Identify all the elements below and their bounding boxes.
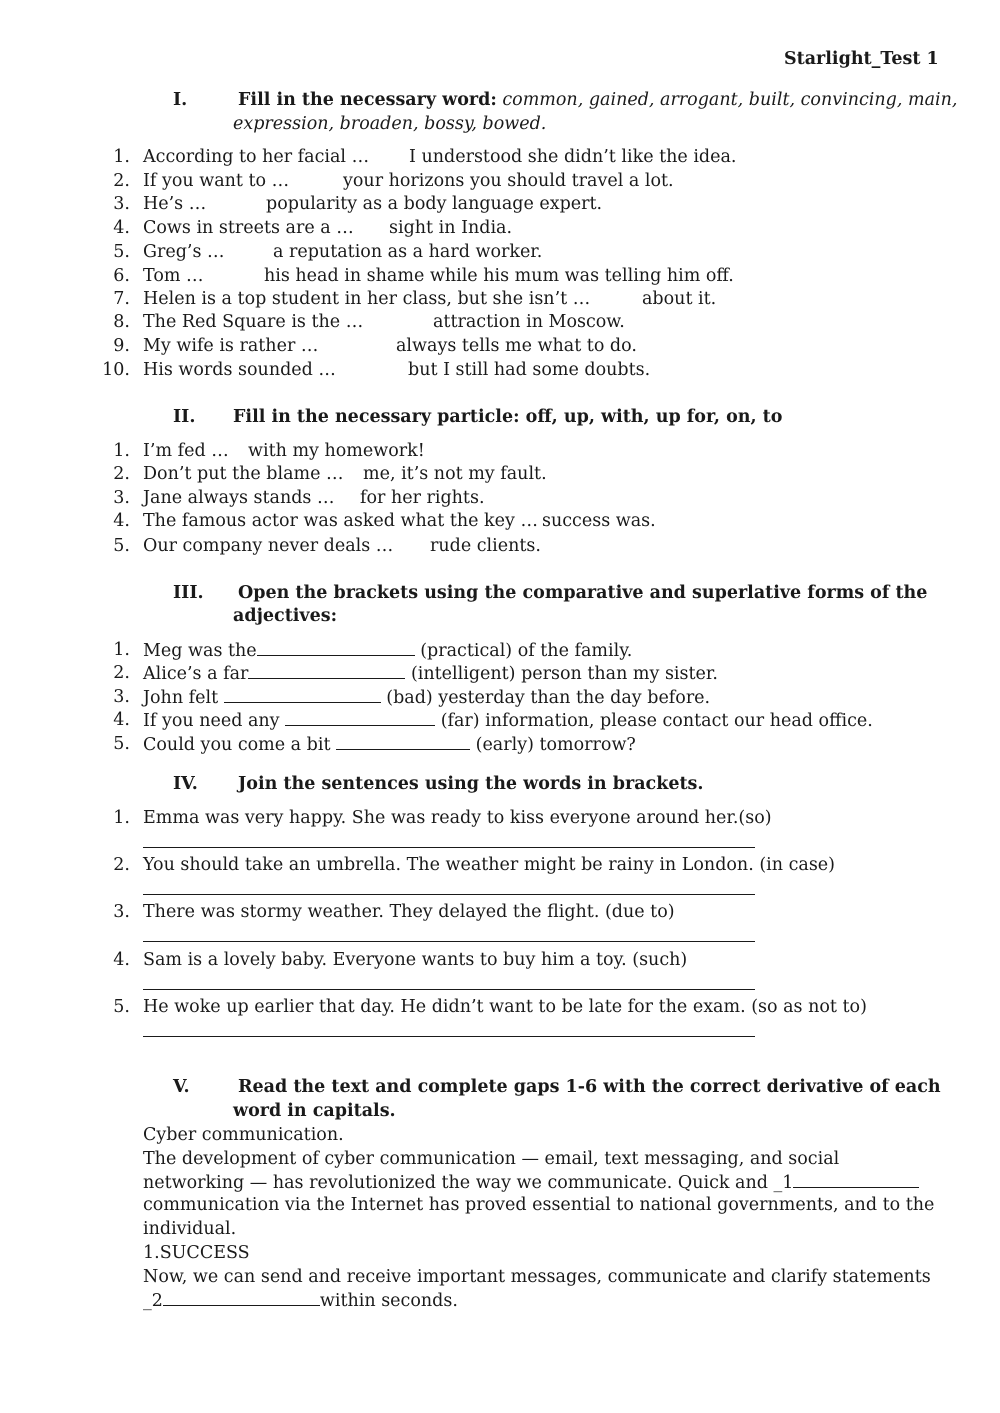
- section-3-heading-line1: Open the brackets using the comparative and superlative forms of the: [238, 583, 928, 603]
- answer-line[interactable]: [143, 894, 755, 895]
- text-segment: networking — has revolutionized the way we communicate. Quick and _1: [143, 1173, 794, 1193]
- item-text-end: (practical) of the family.: [414, 641, 633, 661]
- item-text-end: I understood she didn’t like the idea.: [409, 147, 737, 167]
- section-3-roman: III.: [173, 583, 204, 603]
- section-1-wordbank-line2: expression, broaden, bossy, bowed.: [233, 114, 547, 134]
- item-text-start: Alice’s a far: [143, 664, 249, 684]
- item-text-start: Meg was the: [143, 641, 257, 661]
- item-number: 4.: [113, 511, 130, 531]
- list-item: [143, 733, 636, 758]
- item-number: 3.: [113, 902, 130, 922]
- item-text-end: (intelligent) person than my sister.: [405, 664, 718, 684]
- answer-blank[interactable]: [224, 686, 381, 703]
- item-number: 8.: [113, 312, 130, 332]
- text-line: Now, we can send and receive important messages, communicate and clarify statements: [143, 1267, 931, 1287]
- item-number: 1.: [113, 147, 130, 167]
- item-number: 1.: [113, 640, 130, 660]
- item-text-start: Don’t put the blame …: [143, 464, 344, 484]
- item-text-start: Could you come a bit: [143, 735, 337, 755]
- item-text-start: I’m fed …: [143, 441, 229, 461]
- list-item: [143, 662, 718, 687]
- item-number: 2.: [113, 663, 130, 683]
- item-text: Emma was very happy. She was ready to kiss everyone around her.(so): [143, 808, 772, 828]
- section-1-roman: I.: [173, 90, 188, 110]
- item-number: 5.: [113, 997, 130, 1017]
- item-text-start: Jane always stands …: [143, 488, 335, 508]
- item-text-end: (far) information, please contact our head office.: [435, 711, 873, 731]
- item-text-start: Helen is a top student in her class, but she isn’t …: [143, 289, 591, 309]
- answer-line[interactable]: [143, 1036, 755, 1037]
- item-text-start: His words sounded …: [143, 360, 336, 380]
- item-text-end: (early) tomorrow?: [470, 735, 636, 755]
- item-number: 3.: [113, 488, 130, 508]
- keyword-1: 1.SUCCESS: [143, 1243, 250, 1263]
- item-text-end: me, it’s not my fault.: [363, 464, 547, 484]
- answer-line[interactable]: [143, 847, 755, 848]
- item-number: 5.: [113, 536, 130, 556]
- item-text: You should take an umbrella. The weather might be rainy in London. (in case): [143, 855, 835, 875]
- item-number: 7.: [113, 289, 130, 309]
- section-1-title: Fill in the necessary word:: [238, 90, 497, 110]
- text-line: [143, 1171, 919, 1196]
- item-number: 2.: [113, 855, 130, 875]
- item-text-end: rude clients.: [430, 536, 541, 556]
- item-number: 1.: [113, 808, 130, 828]
- item-number: 4.: [113, 218, 130, 238]
- text-line: [143, 1289, 458, 1314]
- item-number: 10.: [102, 360, 130, 380]
- item-text-start: He’s …: [143, 194, 207, 214]
- text-line: individual.: [143, 1219, 237, 1239]
- section-5-heading-line2: word in capitals.: [233, 1101, 396, 1121]
- section-2-heading: Fill in the necessary particle: off, up, with, up for, on, to: [233, 407, 783, 427]
- item-text-end: but I still had some doubts.: [408, 360, 651, 380]
- item-text-start: Tom …: [143, 266, 204, 286]
- section-5-roman: V.: [173, 1077, 190, 1097]
- item-text-start: According to her facial …: [143, 147, 370, 167]
- item-text-end: about it.: [642, 289, 717, 309]
- section-3-heading-line2: adjectives:: [233, 606, 338, 626]
- answer-blank[interactable]: [285, 709, 435, 726]
- item-number: 3.: [113, 194, 130, 214]
- item-number: 9.: [113, 336, 130, 356]
- item-text-end: success was.: [542, 511, 656, 531]
- section-1-heading: [238, 89, 957, 113]
- item-text-start: My wife is rather …: [143, 336, 319, 356]
- item-text-start: Our company never deals …: [143, 536, 394, 556]
- item-text-end: attraction in Moscow.: [433, 312, 625, 332]
- item-text: Sam is a lovely baby. Everyone wants to buy him a toy. (such): [143, 950, 688, 970]
- text-title: Cyber communication.: [143, 1125, 344, 1145]
- gap-1-blank[interactable]: [793, 1171, 919, 1188]
- item-text-end: popularity as a body language expert.: [266, 194, 603, 214]
- list-item: [143, 686, 710, 711]
- item-text-start: Greg’s …: [143, 242, 225, 262]
- item-text-end: his head in shame while his mum was telling him off.: [264, 266, 734, 286]
- section-4-heading: Join the sentences using the words in brackets.: [238, 774, 704, 794]
- section-2-roman: II.: [173, 407, 196, 427]
- answer-blank[interactable]: [248, 662, 405, 679]
- item-text-start: If you need any: [143, 711, 286, 731]
- gap-2-blank[interactable]: [163, 1289, 320, 1306]
- item-number: 3.: [113, 687, 130, 707]
- item-text-end: a reputation as a hard worker.: [273, 242, 543, 262]
- item-text-start: The famous actor was asked what the key …: [143, 511, 538, 531]
- item-number: 2.: [113, 171, 130, 191]
- item-text-end: (bad) yesterday than the day before.: [380, 688, 711, 708]
- item-text-end: for her rights.: [360, 488, 485, 508]
- page-title: Starlight_Test 1: [784, 49, 939, 69]
- text-segment: within seconds.: [319, 1291, 458, 1311]
- item-text-end: your horizons you should travel a lot.: [343, 171, 674, 191]
- answer-line[interactable]: [143, 941, 755, 942]
- item-text-start: John felt: [143, 688, 224, 708]
- item-text: There was stormy weather. They delayed the flight. (due to): [143, 902, 675, 922]
- section-4-roman: IV.: [173, 774, 198, 794]
- item-text-end: sight in India.: [389, 218, 513, 238]
- item-number: 5.: [113, 242, 130, 262]
- text-line: communication via the Internet has proved essential to national governments, and to the: [143, 1195, 935, 1215]
- item-text: He woke up earlier that day. He didn’t want to be late for the exam. (so as not to): [143, 997, 867, 1017]
- item-number: 4.: [113, 950, 130, 970]
- text-segment: _2: [143, 1291, 163, 1311]
- item-text-start: If you want to …: [143, 171, 290, 191]
- item-number: 5.: [113, 734, 130, 754]
- item-text-end: with my homework!: [248, 441, 425, 461]
- item-text-start: Cows in streets are a …: [143, 218, 354, 238]
- answer-blank[interactable]: [257, 639, 415, 656]
- section-5-heading-line1: Read the text and complete gaps 1-6 with the correct derivative of each: [238, 1077, 941, 1097]
- item-number: 1.: [113, 441, 130, 461]
- answer-line[interactable]: [143, 989, 755, 990]
- section-1-wordbank-line1: common, gained, arrogant, built, convincing, main,: [502, 90, 958, 110]
- list-item: [143, 639, 632, 664]
- item-text-start: The Red Square is the …: [143, 312, 364, 332]
- item-text-end: always tells me what to do.: [396, 336, 637, 356]
- text-line: The development of cyber communication — email, text messaging, and social: [143, 1149, 840, 1169]
- answer-blank[interactable]: [336, 733, 470, 750]
- item-number: 2.: [113, 464, 130, 484]
- list-item: [143, 709, 873, 734]
- item-number: 4.: [113, 710, 130, 730]
- item-number: 6.: [113, 266, 130, 286]
